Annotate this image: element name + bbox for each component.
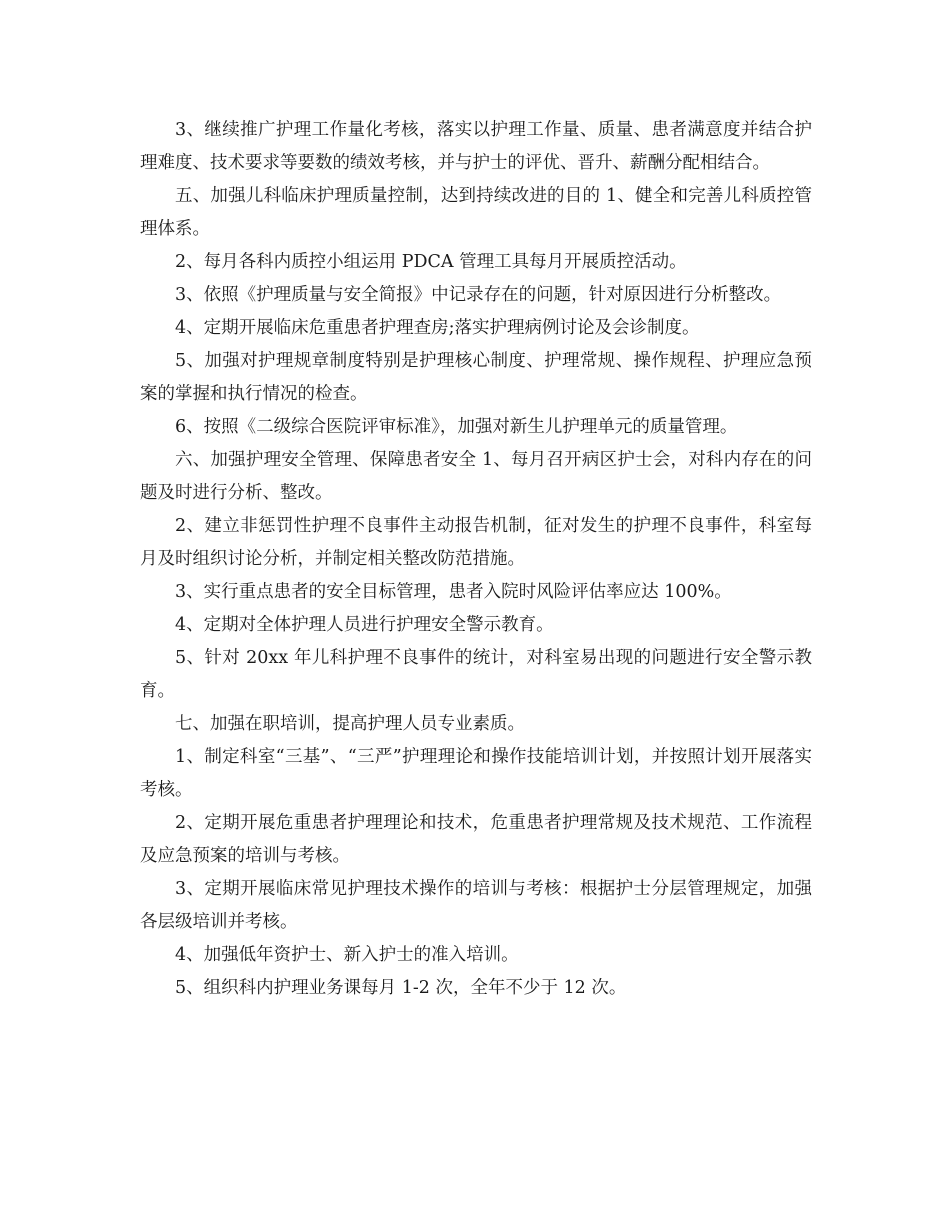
paragraph-14: 1、制定科室“三基”、“三严”护理理论和操作技能培训计划，并按照计划开展落实考核。 — [140, 747, 812, 800]
paragraph-1: 3、继续推广护理工作量化考核，落实以护理工作量、质量、患者满意度并结合护理难度、技术要求等要数的绩效考核，并与护士的评优、晋升、薪酬分配相结合。 — [140, 120, 812, 173]
paragraph-7: 6、按照《二级综合医院评审标准》，加强对新生儿护理单元的质量管理。 — [175, 417, 738, 437]
paragraph-16: 3、定期开展临床常见护理技术操作的培训与考核：根据护士分层管理规定，加强各层级培训并考核。 — [140, 879, 812, 932]
paragraph-8: 六、加强护理安全管理、保障患者安全 1、每月召开病区护士会，对科内存在的问题及时进行分析、整改。 — [140, 450, 812, 503]
paragraph-17: 4、加强低年资护士、新入护士的准入培训。 — [175, 945, 519, 965]
paragraph-15: 2、定期开展危重患者护理理论和技术，危重患者护理常规及技术规范、工作流程及应急预案的培训与考核。 — [140, 813, 812, 866]
paragraph-6: 5、加强对护理规章制度特别是护理核心制度、护理常规、操作规程、护理应急预案的掌握和执行情况的检查。 — [140, 351, 812, 404]
paragraph-9: 2、建立非惩罚性护理不良事件主动报告机制，征对发生的护理不良事件，科室每月及时组织讨论分析，并制定相关整改防范措施。 — [140, 516, 812, 569]
paragraph-4: 3、依照《护理质量与安全简报》中记录存在的问题，针对原因进行分析整改。 — [175, 285, 782, 305]
document-body — [140, 114, 812, 1005]
paragraph-10: 3、实行重点患者的安全目标管理，患者入院时风险评估率应达 100%。 — [175, 582, 732, 602]
paragraph-12: 5、针对 20xx 年儿科护理不良事件的统计，对科室易出现的问题进行安全警示教育。 — [140, 648, 812, 701]
paragraph-11: 4、定期对全体护理人员进行护理安全警示教育。 — [175, 615, 554, 635]
paragraph-2: 五、加强儿科临床护理质量控制，达到持续改进的目的 1、健全和完善儿科质控管理体系。 — [140, 186, 812, 239]
paragraph-13: 七、加强在职培训，提高护理人员专业素质。 — [175, 714, 525, 734]
paragraph-18: 5、组织科内护理业务课每月 1-2 次，全年不少于 12 次。 — [175, 978, 627, 998]
paragraph-3: 2、每月各科内质控小组运用 PDCA 管理工具每月开展质控活动。 — [175, 252, 687, 272]
paragraph-5: 4、定期开展临床危重患者护理查房;落实护理病例讨论及会诊制度。 — [175, 318, 700, 338]
